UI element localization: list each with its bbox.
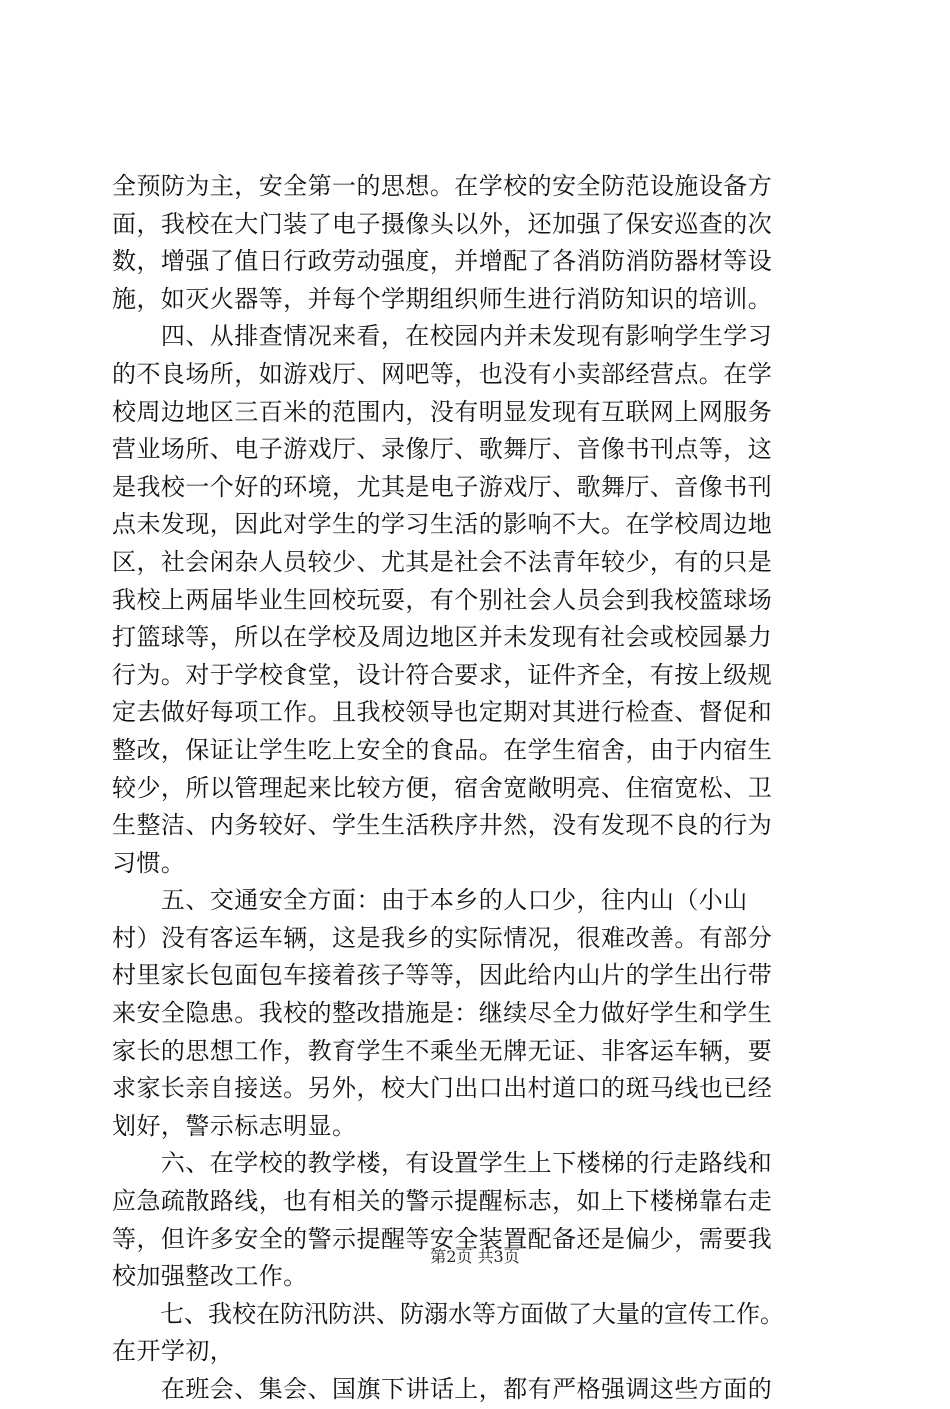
text-line: 整改，保证让学生吃上安全的食品。在学生宿舍，由于内宿生 <box>112 735 773 764</box>
text-line: 较少，所以管理起来比较方便，宿舍宽敞明亮、住宿宽松、卫 <box>112 773 773 802</box>
text-line: 全预防为主，安全第一的思想。在学校的安全防范设施设备方 <box>112 172 773 200</box>
text-line: 五、交通安全方面：由于本乡的人口少，往内山（小山 <box>112 886 748 915</box>
text-line: 是我校一个好的环境，尤其是电子游戏厅、歌舞厅、音像书刊 <box>112 472 773 501</box>
text-line: 村）没有客运车辆，这是我乡的实际情况，很难改善。有部分 <box>112 923 773 952</box>
text-line: 在班会、集会、国旗下讲话上，都有严格强调这些方面的 <box>112 1375 773 1403</box>
text-line: 在开学初， <box>112 1337 235 1366</box>
text-line: 数，增强了值日行政劳动强度，并增配了各消防消防器材等设 <box>112 247 773 276</box>
text-line: 区，社会闲杂人员较少、尤其是社会不法青年较少，有的只是 <box>112 547 773 576</box>
text-line: 六、在学校的教学楼，有设置学生上下楼梯的行走路线和 <box>112 1149 773 1178</box>
text-line: 七、我校在防汛防洪、防溺水等方面做了大量的宣传工作。 <box>112 1299 784 1328</box>
text-line: 家长的思想工作，教育学生不乘坐无牌无证、非客运车辆，要 <box>112 1036 773 1065</box>
text-line: 村里家长包面包车接着孩子等等，因此给内山片的学生出行带 <box>112 961 773 990</box>
text-line: 的不良场所，如游戏厅、网吧等，也没有小卖部经营点。在学 <box>112 359 773 388</box>
text-line: 来安全隐患。我校的整改措施是：继续尽全力做好学生和学生 <box>112 999 773 1028</box>
body-text <box>112 168 842 1409</box>
text-line: 生整洁、内务较好、学生生活秩序井然，没有发现不良的行为 <box>112 811 773 840</box>
text-line: 定去做好每项工作。且我校领导也定期对其进行检查、督促和 <box>112 698 773 727</box>
text-line: 四、从排查情况来看，在校园内并未发现有影响学生学习 <box>112 322 773 351</box>
text-line: 打篮球等，所以在学校及周边地区并未发现有社会或校园暴力 <box>112 623 773 652</box>
text-line: 校周边地区三百米的范围内，没有明显发现有互联网上网服务 <box>112 397 773 426</box>
text-line: 点未发现，因此对学生的学习生活的影响不大。在学校周边地 <box>112 510 773 539</box>
text-line: 习惯。 <box>112 848 186 877</box>
text-line: 等，但许多安全的警示提醒等安全装置配备还是偏少，需要我 <box>112 1224 773 1253</box>
text-line: 我校上两届毕业生回校玩耍，有个别社会人员会到我校篮球场 <box>112 585 773 614</box>
text-line: 求家长亲自接送。另外，校大门出口出村道口的斑马线也已经 <box>112 1074 773 1103</box>
text-line: 行为。对于学校食堂，设计符合要求，证件齐全，有按上级规 <box>112 660 773 689</box>
page-number-footer: 第2页 共3页 <box>430 1247 520 1266</box>
text-line: 应急疏散路线，也有相关的警示提醒标志，如上下楼梯靠右走 <box>112 1187 773 1216</box>
text-line: 面，我校在大门装了电子摄像头以外，还加强了保安巡查的次 <box>112 209 773 238</box>
text-line: 施，如灭火器等，并每个学期组织师生进行消防知识的培训。 <box>112 284 773 313</box>
text-line: 划好，警示标志明显。 <box>112 1111 357 1140</box>
text-line: 营业场所、电子游戏厅、录像厅、歌舞厅、音像书刊点等，这 <box>112 435 773 464</box>
text-line: 校加强整改工作。 <box>112 1262 308 1291</box>
